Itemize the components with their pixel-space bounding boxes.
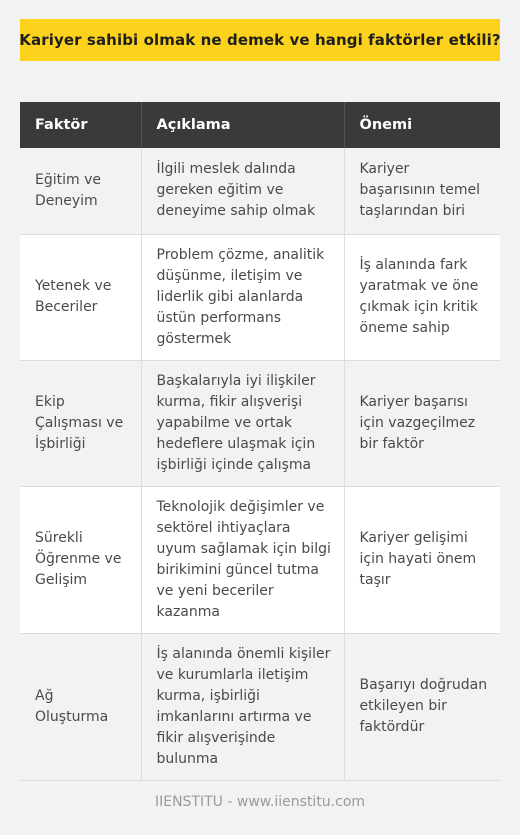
cell-importance: İş alanında fark yaratmak ve öne çıkmak için kritik öneme sahip	[344, 234, 500, 360]
cell-factor: Ağ Oluşturma	[20, 633, 141, 780]
factor-table	[20, 102, 500, 781]
header-description: Açıklama	[141, 102, 344, 148]
cell-description: Teknolojik değişimler ve sektörel ihtiyaçlara uyum sağlamak için bilgi birikimini güncel tutma ve yeni beceriler kazanma	[141, 486, 344, 633]
cell-importance: Kariyer başarısı için vazgeçilmez bir faktör	[344, 360, 500, 486]
cell-factor: Eğitim ve Deneyim	[20, 148, 141, 234]
header-importance: Önemi	[344, 102, 500, 148]
footer-credit: IIENSTITU - www.iienstitu.com	[154, 794, 366, 810]
cell-description: İlgili meslek dalında gereken eğitim ve deneyime sahip olmak	[141, 148, 344, 234]
cell-importance: Kariyer gelişimi için hayati önem taşır	[344, 486, 500, 633]
table-row	[20, 633, 500, 780]
cell-importance: Kariyer başarısının temel taşlarından biri	[344, 148, 500, 234]
cell-factor: Sürekli Öğrenme ve Gelişim	[20, 486, 141, 633]
cell-description: İş alanında önemli kişiler ve kurumlarla iletişim kurma, işbirliği imkanlarını artırma ve fikir alışverişinde bulunma	[141, 633, 344, 780]
header-factor: Faktör	[20, 102, 141, 148]
page-title: Kariyer sahibi olmak ne demek ve hangi faktörler etkili?	[19, 31, 501, 49]
cell-factor: Yetenek ve Beceriler	[20, 234, 141, 360]
title-banner	[20, 19, 500, 61]
table-header-row	[20, 102, 500, 148]
cell-importance: Başarıyı doğrudan etkileyen bir faktördür	[344, 633, 500, 780]
table-row	[20, 360, 500, 486]
table-row	[20, 148, 500, 234]
cell-description: Problem çözme, analitik düşünme, iletişim ve liderlik gibi alanlarda üstün performans göstermek	[141, 234, 344, 360]
table-row	[20, 486, 500, 633]
table-row	[20, 234, 500, 360]
cell-description: Başkalarıyla iyi ilişkiler kurma, fikir alışverişi yapabilme ve ortak hedeflere ulaşmak için işbirliği içinde çalışma	[141, 360, 344, 486]
cell-factor: Ekip Çalışması ve İşbirliği	[20, 360, 141, 486]
